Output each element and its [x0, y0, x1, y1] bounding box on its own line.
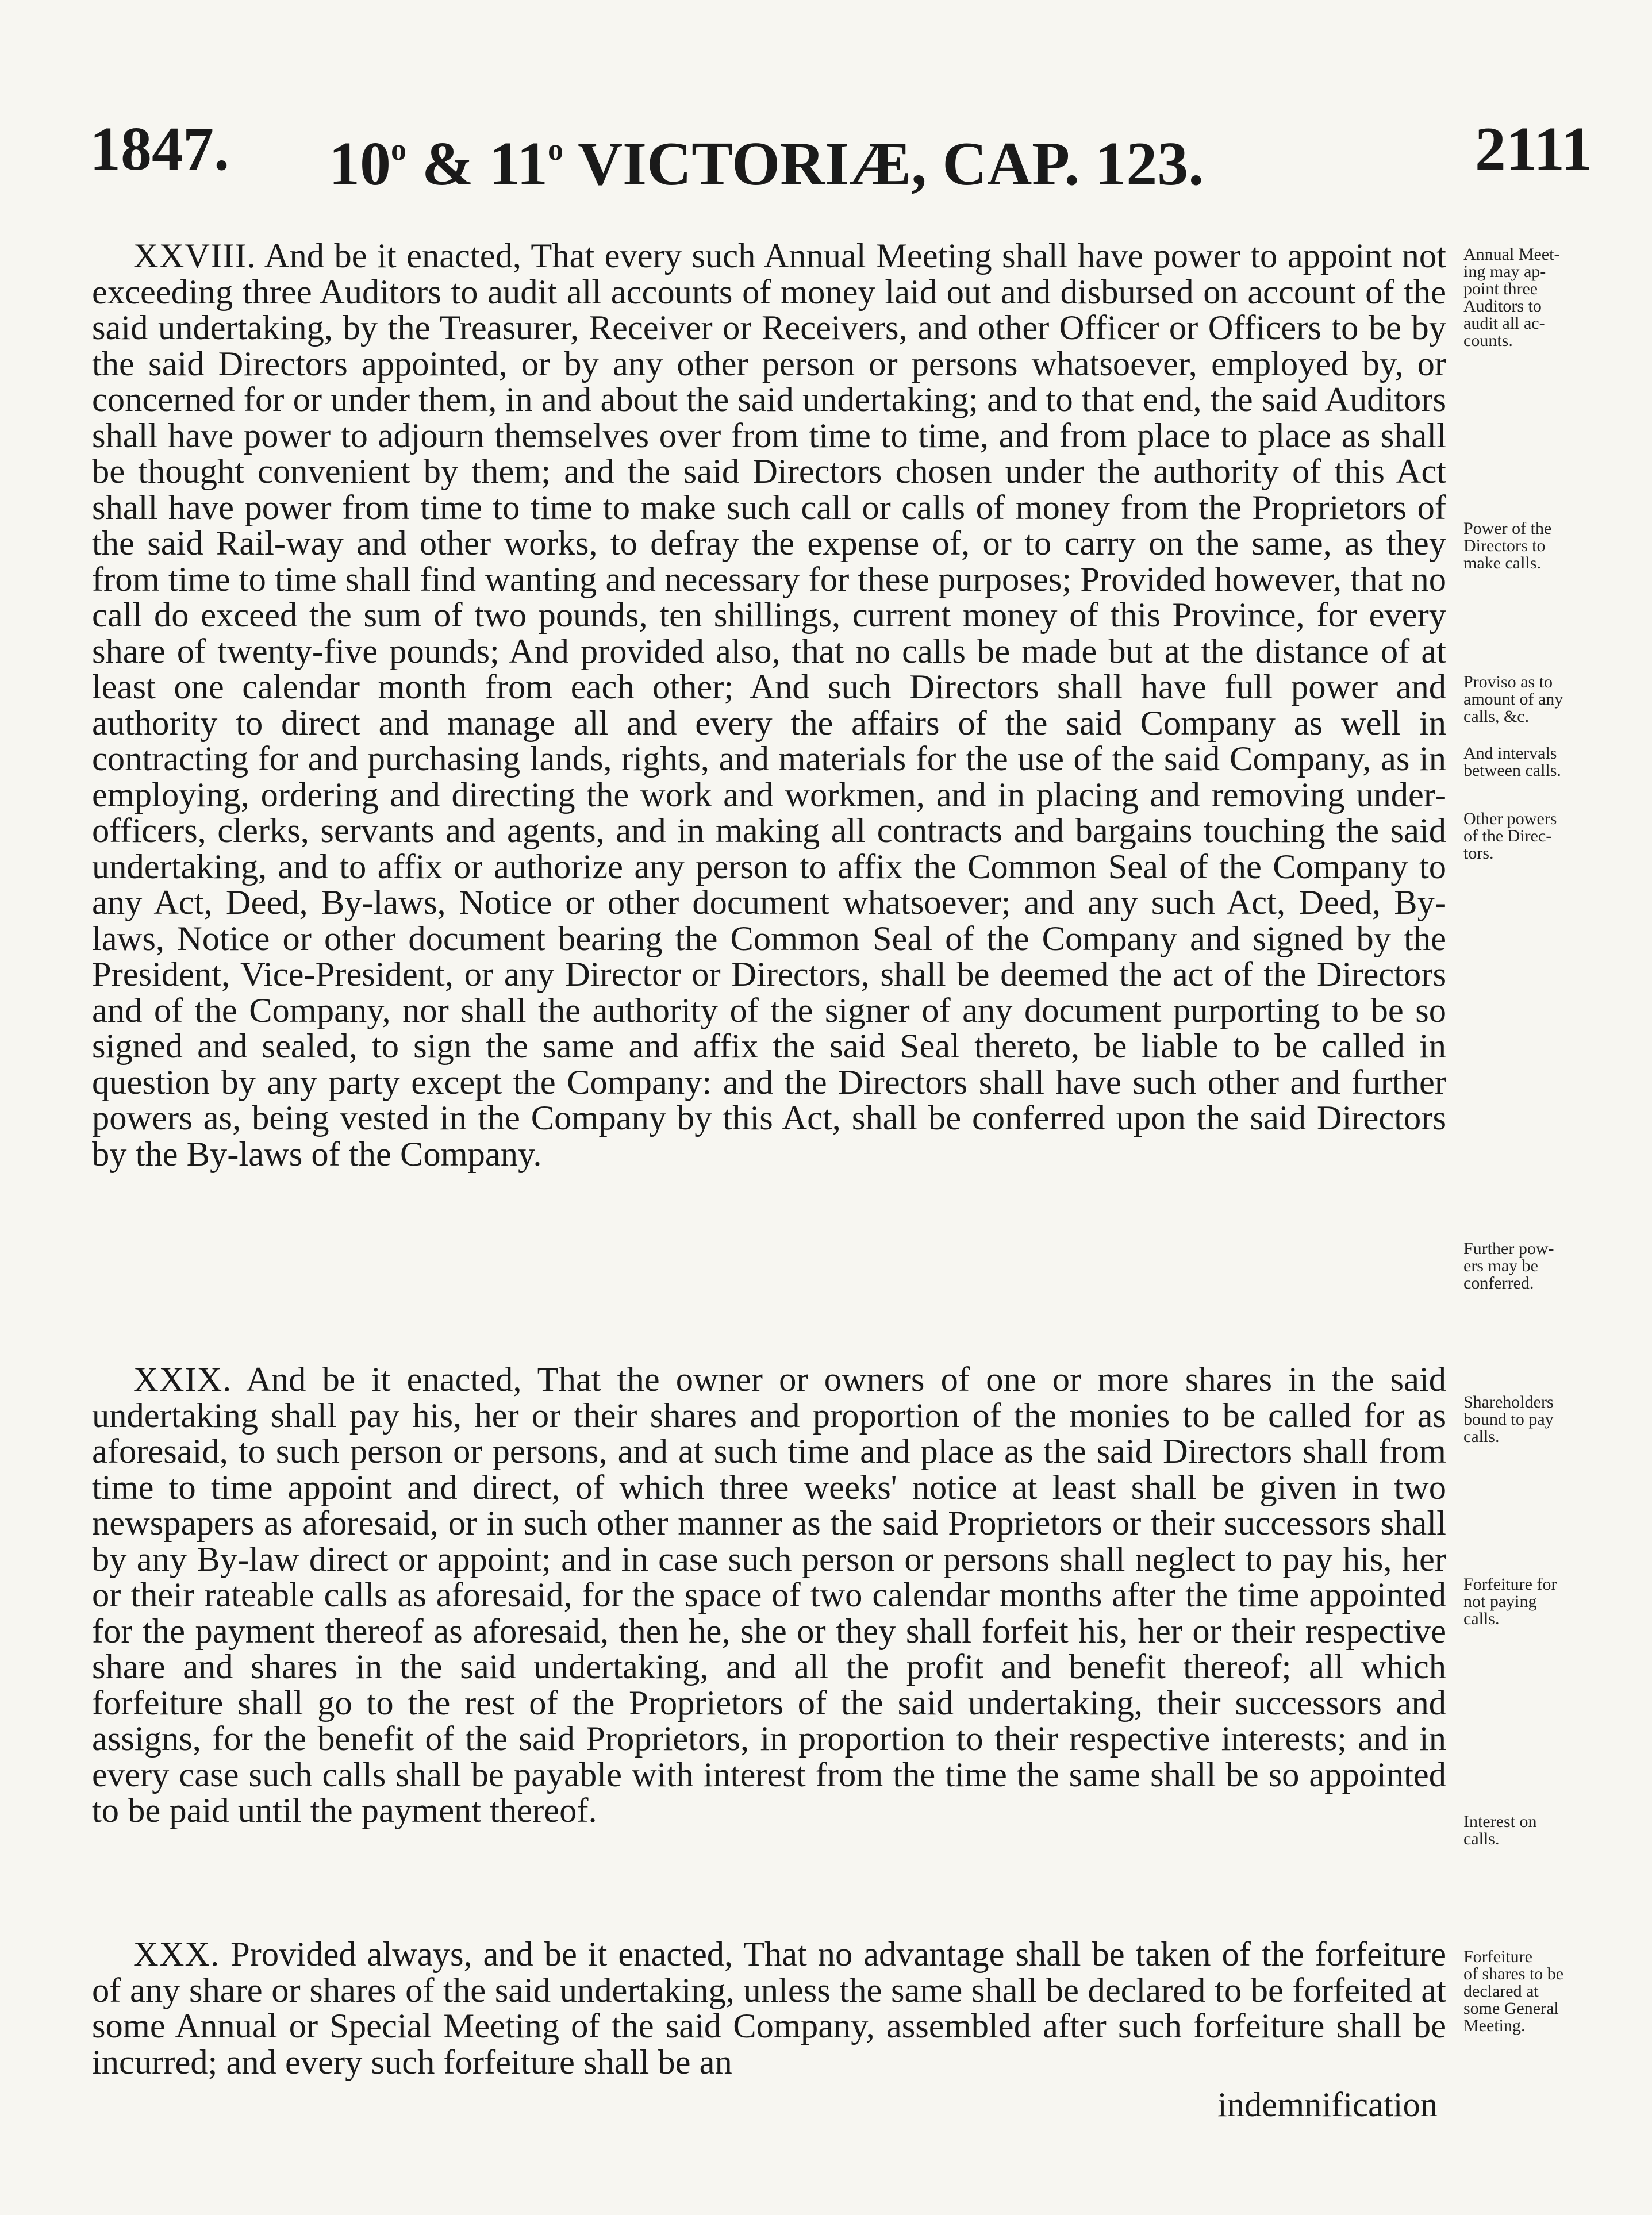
marginal-note: Interest on calls. [1463, 1812, 1537, 1848]
section-number: XXVIII. [133, 237, 256, 275]
header-title-c: VICTORIÆ, CAP. 123. [563, 130, 1204, 199]
section-xxix [92, 1362, 1446, 1829]
marginal-note: Power of the Directors to make calls. [1463, 519, 1552, 572]
marginal-note: Annual Meet- ing may ap- point three Auditors to audit all ac- counts. [1463, 245, 1560, 350]
section-number: XXX. [133, 1935, 220, 1974]
section-text: And be it enacted, That the owner or owners of one or more shares in the said undertaking shall pay his, her or their shares and proportion of the monies to be called for as aforesaid, to such person or persons, and at such time and place as the said Directors shall from time to time appoint and direct, of which three weeks' notice at least shall be given in two newspapers as aforesaid, or in such other manner as the said Proprietors or their successors shall by any By-law direct or appoint; and in case such person or persons shall neglect to pay his, her or their rateable calls as aforesaid, for the space of two calendar months after the time appointed for the payment thereof as aforesaid, then he, she or they shall forfeit his, her or their respective share and shares in the said undertaking, and all the profit and benefit thereof; all which forfeiture shall go to the rest of the Proprietors of the said undertaking, their successors and assigns, for the benefit of the said Proprietors, in proportion to their respective interests; and in every case such calls shall be payable with interest from the time the same shall be so appointed to be paid until the payment thereof. [92, 1360, 1446, 1830]
header-year: 1847. [90, 115, 229, 183]
catchword: indemnification [1217, 2086, 1438, 2124]
marginal-note: Further pow- ers may be conferred. [1463, 1239, 1554, 1293]
section-number: XXIX. [133, 1360, 232, 1399]
header-title-sup-b: o [548, 132, 564, 167]
marginal-note: Proviso as to amount of any calls, &c. [1463, 672, 1563, 726]
header-title-b: & 11 [406, 130, 548, 199]
page-header [0, 115, 1652, 199]
header-title-a: 10 [329, 130, 391, 199]
header-title [329, 115, 1204, 199]
page-number: 2111 [1474, 115, 1592, 183]
section-text: Provided always, and be it enacted, That no advantage shall be taken of the forfeiture of any share or shares of the said undertaking, unless the same shall be declared to be forfeited at some Annual or Special Meeting of the said Company, assembled after such forfeiture shall be incurred; and every such forfeiture shall be an [92, 1935, 1446, 2082]
marginal-note: Other powers of the Direc- tors. [1463, 809, 1557, 863]
marginal-note: Forfeiture for not paying calls. [1463, 1575, 1557, 1628]
section-xxx [92, 1937, 1446, 2081]
header-title-sup-a: o [391, 132, 406, 167]
section-text: And be it enacted, That every such Annual Meeting shall have power to appoint not exceeding three Auditors to audit all accounts of money laid out and disbursed on account of the said undertaking, by the Treasurer, Receiver or Receivers, and other Officer or Officers to be by the said Directors appointed, or by any other person or persons whatsoever, employed by, or concerned for or under them, in and about the said undertaking; and to that end, the said Auditors shall have power to adjourn themselves over from time to time, and from place to place as shall be thought convenient by them; and the said Directors chosen under the authority of this Act shall have power from time to time to make such call or calls of money from the Proprietors of the said Rail-way and other works, to defray the expense of, or to carry on the same, as they from time to time shall find wanting and necessary for these purposes; Provided however, that no call do exceed the sum of two pounds, ten shillings, current money of this Province, for every share of twenty-five pounds; And provided also, that no calls be made but at the distance of at least one calendar month from each other; And such Directors shall have full power and authority to direct and manage all and every the affairs of the said Company as well in contracting for and purchasing lands, rights, and materials for the use of the said Company, as in employing, ordering and directing the work and workmen, and in placing and removing under-officers, clerks, servants and agents, and in making all contracts and bargains touching the said undertaking, and to affix or authorize any person to affix the Common Seal of the Company to any Act, Deed, By-laws, Notice or other document whatsoever; and any such Act, Deed, By-laws, Notice or other document bearing the Common Seal of the Company and signed by the President, Vice-President, or any Director or Directors, shall be deemed the act of the Directors and of the Company, nor shall the authority of the signer of any document purporting to be so signed and sealed, to sign the same and affix the said Seal thereto, be liable to be called in question by any party except the Company: and the Directors shall have such other and further powers as, being vested in the Company by this Act, shall be conferred upon the said Directors by the By-laws of the Company. [92, 237, 1446, 1174]
marginal-note: And intervals between calls. [1463, 744, 1561, 780]
marginal-note: Forfeiture of shares to be declared at some General Meeting. [1463, 1947, 1564, 2035]
marginal-note: Shareholders bound to pay calls. [1463, 1393, 1554, 1446]
section-xxviii [92, 239, 1446, 1172]
